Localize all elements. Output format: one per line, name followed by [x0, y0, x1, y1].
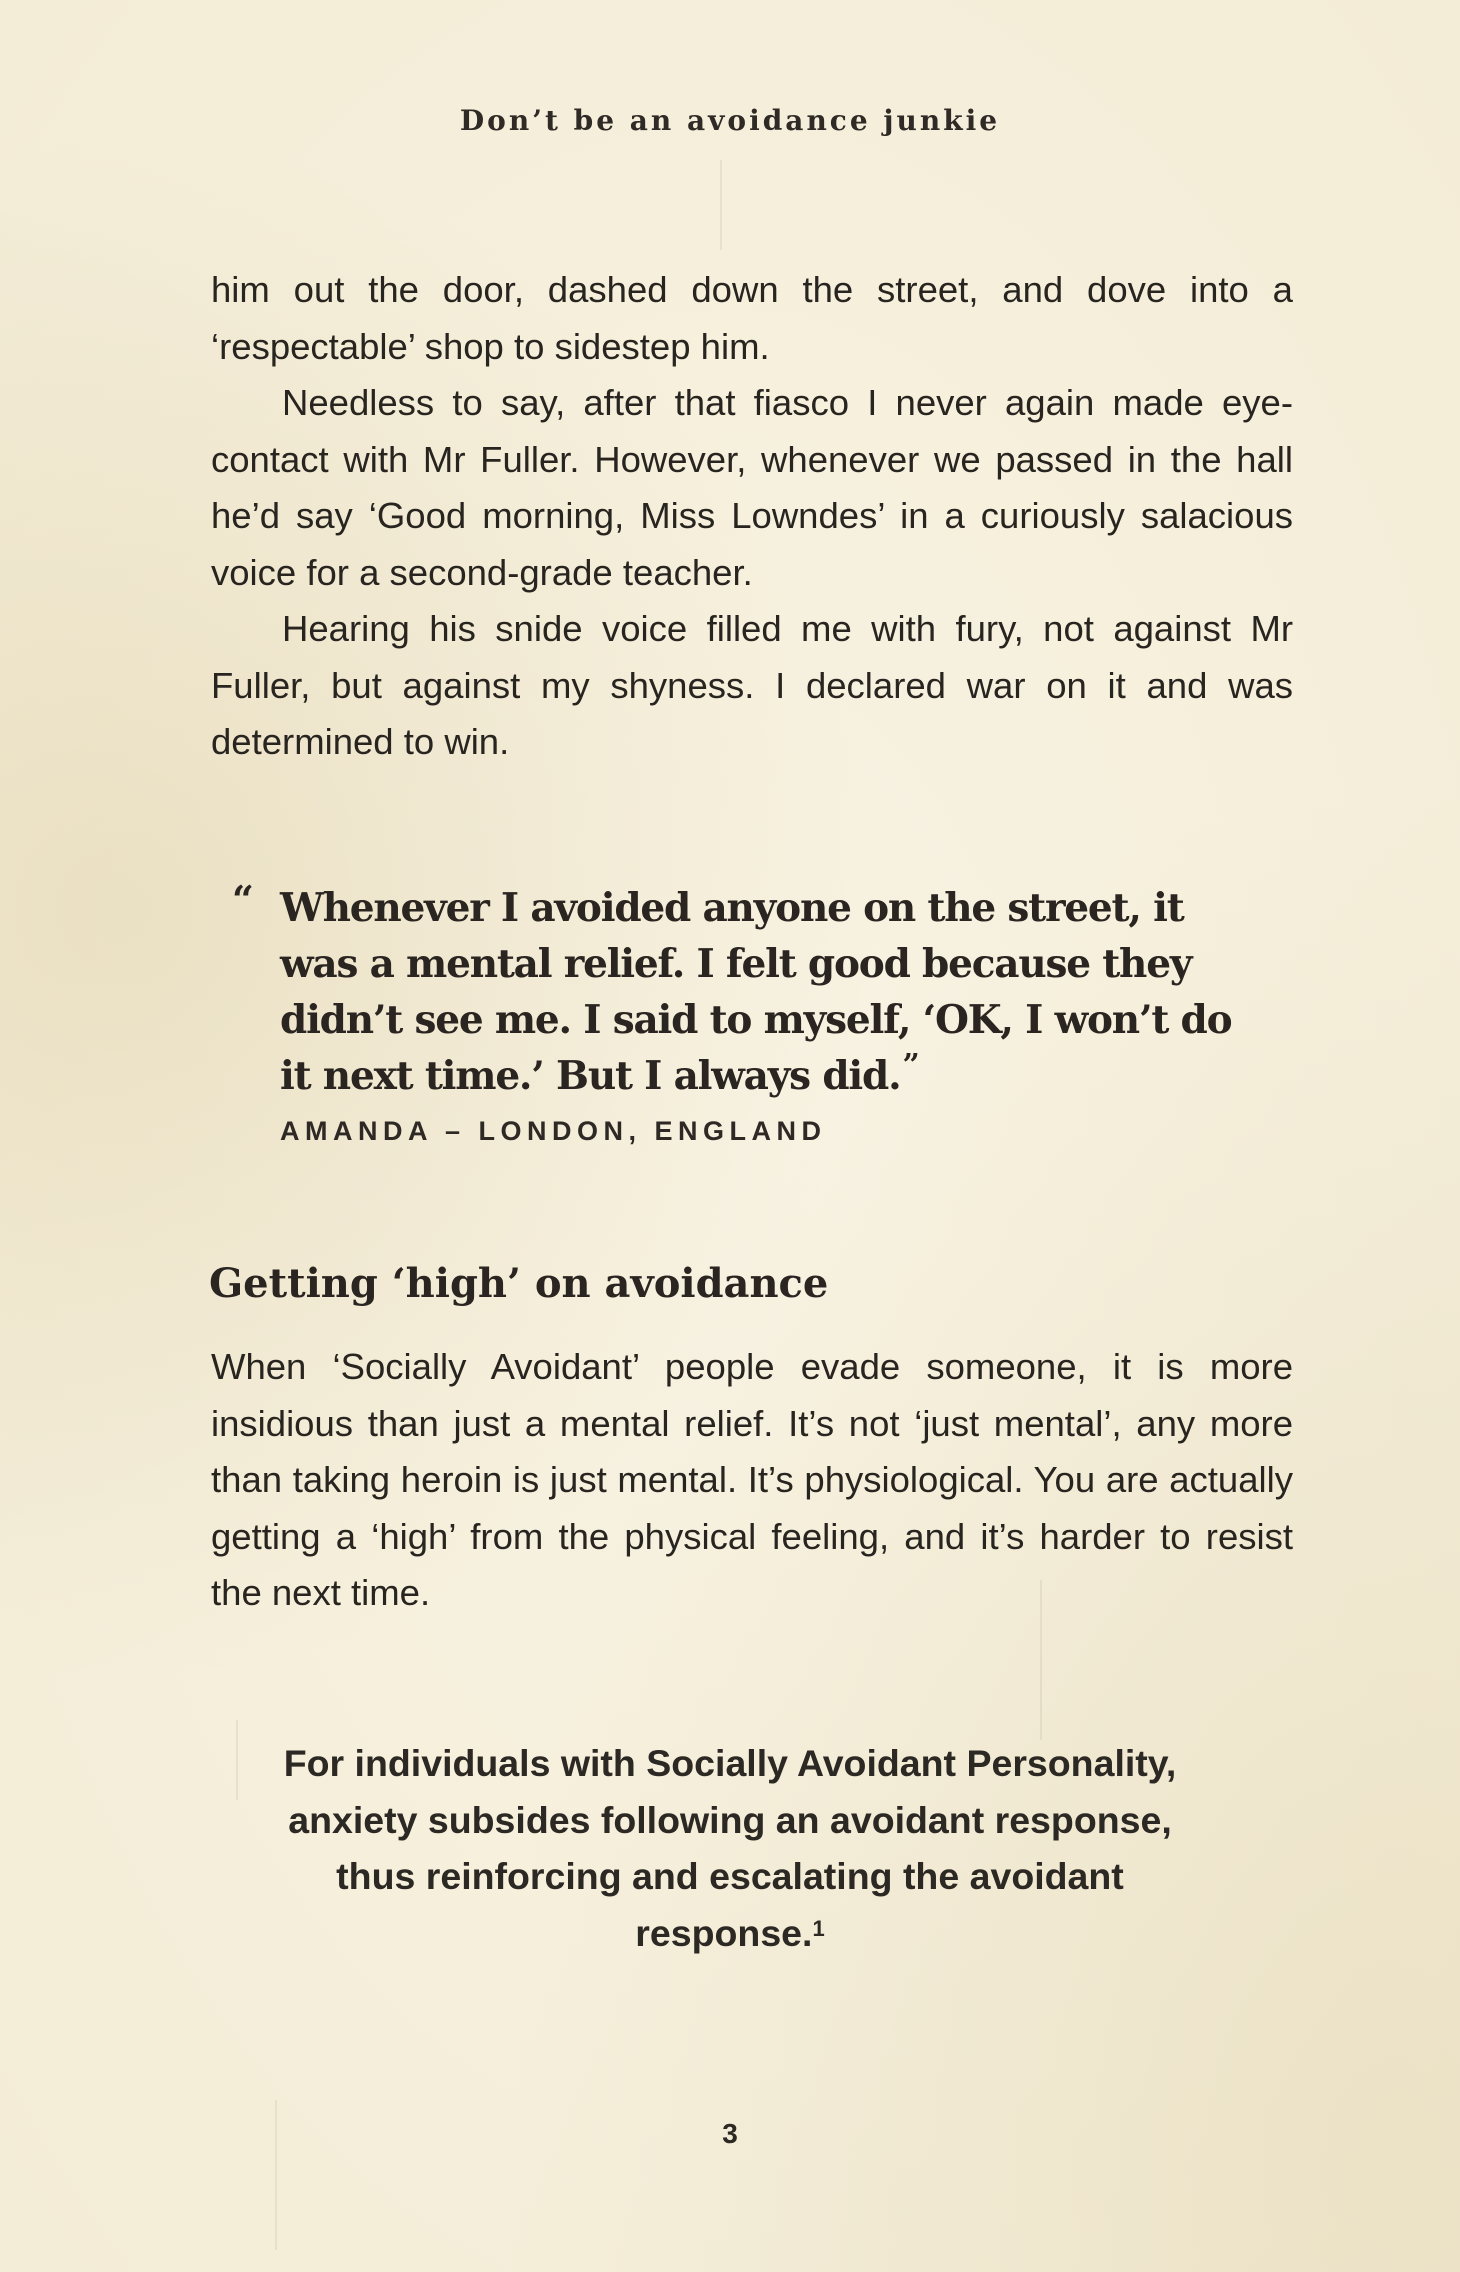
running-head: Don’t be an avoidance junkie: [459, 104, 1001, 137]
open-quote-mark: “: [232, 877, 253, 922]
show-through-mark: [236, 1720, 238, 1800]
paragraph: Hearing his snide voice filled me with fury, not against Mr Fuller, but against my shyness. I declared war on it and was determined to win.: [211, 608, 1293, 762]
footnote-marker: 1: [812, 1915, 825, 1941]
show-through-mark: [720, 160, 722, 250]
close-quote-mark: ”: [902, 1048, 919, 1083]
paragraph: Needless to say, after that fiasco I never again made eye-contact with Mr Fuller. However, whenever we passed in the hall he’d say ‘Good morning, Miss Lowndes’ in a curiously salacious voice for a second-grade teacher.: [211, 382, 1293, 593]
page-number: 3: [722, 2118, 738, 2149]
callout-text: For individuals with Socially Avoidant Personality, anxiety subsides following an avoidant response, thus reinforcing and escalating the avoidant response.: [283, 1742, 1177, 1954]
section-heading: Getting ‘high’ on avoidance: [209, 1260, 829, 1307]
quote-text: Whenever I avoided anyone on the street, it was a mental relief. I felt good because they didn’t see me. I said to myself, ‘OK, I won’t do it next time.’ But I always did.: [280, 885, 1232, 1099]
quote-attribution: AMANDA – LONDON, ENGLAND: [280, 1116, 827, 1146]
paragraph: When ‘Socially Avoidant’ people evade someone, it is more insidious than just a mental relief. It’s not ‘just mental’, any more than taking heroin is just mental. It’s physiological. You are actually getting a ‘high’ from the physical feeling, and it’s harder to resist the next time.: [211, 1346, 1293, 1613]
body-text-bottom: [211, 1339, 1293, 1622]
body-text-top: [211, 262, 1293, 771]
paragraph: him out the door, dashed down the street, and dove into a ‘respectable’ shop to sidestep him.: [211, 269, 1293, 367]
pull-quote: [232, 877, 1272, 1147]
callout-statement: [280, 1735, 1180, 1961]
quote-body: [232, 877, 1272, 1108]
